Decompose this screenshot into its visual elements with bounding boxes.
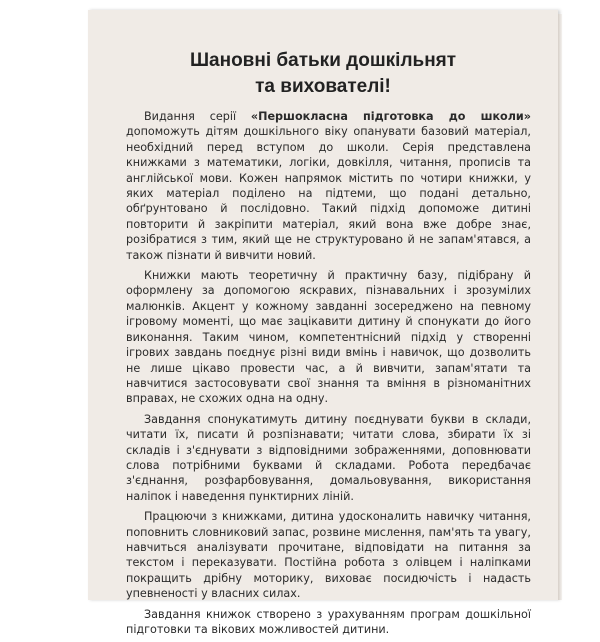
paragraph-program: Завдання книжок створено з урахуванням програм дошкільної підготовки та вікових можливостей дитини.: [126, 607, 531, 636]
paragraph-skills: Працюючи з книжками, дитина удосконалить навичку читання, поповнить словниковий запас, розвине мислення, пам'ять та увагу, навчиться аналізувати прочитане, відповідати на питання за текстом і переказувати. Постійна робота з олівцем і наліпками покращить дрібну моторику, виховає посидючість і надасть упевненості у власних силах.: [126, 510, 531, 601]
intro-text-rest: допоможуть дітям дошкільного віку опанувати базовий матеріал, необхідний перед вступом до школи. Серія представлена книжками з математики, логіки, довкілля, читання, прописів та англійської мови. Кожен напрямок містить по чотири книжки, у яких матеріал поділено на підтеми, що подані детально, обґрунтовано й послідовно. Такий підхід допоможе дитині повторити й закріпити матеріал, який вона вже добре знає, розібратися з тим, який ще не структуровано й не запам'ятався, а також пізнати й вивчити новий.: [126, 125, 531, 262]
paragraph-books: Книжки мають теоретичну й практичну базу, підібрану й оформлену за допомогою яскравих, пізнавальних і зрозумілих малюнків. Акцент у кожному завданні зосереджено на певному ігровому моменті, що має зацікавити дитину й спонукати до його виконання. Таким чином, компетентнісний підхід у створенні ігрових завдань поєднує різні види вмінь і навичок, що дозволить не лише цікаво провести час, а й вивчити, запам'ятати та навчитися застосовувати свої знання та вміння в різноманітних вправах, не схожих одна на одну.: [126, 269, 531, 406]
page-title: [88, 48, 558, 100]
paragraph-intro: [126, 109, 531, 263]
series-name: «Першокласна підготовка до школи»: [250, 110, 531, 123]
book-page: [88, 10, 558, 636]
page-edge: [558, 14, 562, 600]
body-text: [126, 109, 531, 642]
title-line-2: та вихователі!: [255, 76, 391, 97]
title-line-1: Шановні батьки дошкільнят: [189, 50, 457, 71]
intro-text-start: Видання серії: [144, 110, 251, 123]
paragraph-tasks: Завдання спонукатимуть дитину поєднувати букви в склади, читати їх, писати й розпізнавати; читати слова, збирати їх зі складів і з'єднувати з відповідними зображеннями, доповнювати слова потрібними буквами й складами. Робота передбачає з'єднання, розфарбовування, домальовування, використання наліпок і наведення пунктирних ліній.: [126, 412, 531, 503]
